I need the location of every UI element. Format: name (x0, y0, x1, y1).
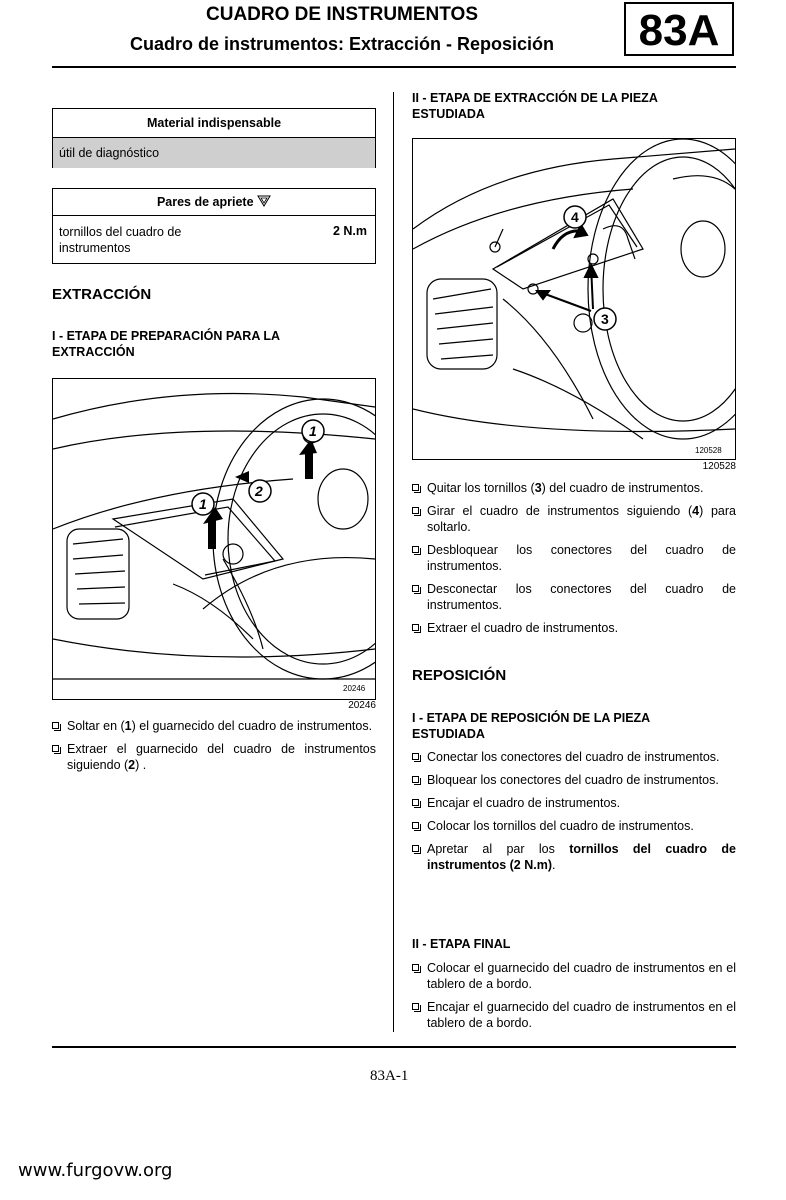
list-item: Desconectar los conectores del cuadro de instrumentos. (412, 581, 736, 613)
callout-2: 2 (255, 483, 263, 499)
column-divider (393, 92, 394, 1032)
callout-3: 3 (601, 311, 609, 327)
watermark: www.furgovw.org (18, 1160, 173, 1181)
list-item: Girar el cuadro de instrumentos siguiendo (4) para soltarlo. (412, 503, 736, 535)
material-table-item: útil de diagnóstico (53, 138, 375, 168)
final-step-title: II - ETAPA FINAL (412, 937, 511, 951)
reposition-steps-list (412, 749, 736, 880)
checkbox-bullet-icon (412, 546, 419, 553)
checkbox-bullet-icon (412, 585, 419, 592)
dashboard-trim-illustration (53, 379, 375, 699)
list-item: Conectar los conectores del cuadro de instrumentos. (412, 749, 736, 765)
final-steps-list (412, 960, 736, 1038)
checkbox-bullet-icon (412, 776, 419, 783)
figure-number: 120528 (702, 461, 736, 472)
reposition-section-title: REPOSICIÓN (412, 667, 507, 684)
torque-item-value: 2 N.m (332, 224, 367, 238)
header-rule (52, 66, 736, 68)
checkbox-bullet-icon (412, 845, 419, 852)
instrument-cluster-illustration (413, 139, 735, 459)
preparation-steps-list (52, 718, 376, 780)
list-item: Soltar en (1) el guarnecido del cuadro de instrumentos. (52, 718, 376, 734)
callout-4: 4 (571, 209, 579, 225)
checkbox-bullet-icon (412, 964, 419, 971)
page-number: 83A-1 (370, 1068, 409, 1084)
checkbox-bullet-icon (412, 1003, 419, 1010)
list-item: Extraer el cuadro de instrumentos. (412, 620, 736, 636)
torque-item-label: tornillos del cuadro de instrumentos (59, 225, 182, 255)
list-item: Apretar al par los tornillos del cuadro de instrumentos (2 N.m). (412, 841, 736, 873)
checkbox-bullet-icon (412, 799, 419, 806)
checkbox-bullet-icon (412, 822, 419, 829)
section-code-badge: 83A (624, 2, 734, 56)
list-item: Extraer el guarnecido del cuadro de instrumentos siguiendo (2) . (52, 741, 376, 773)
checkbox-bullet-icon (412, 624, 419, 631)
page-title: CUADRO DE INSTRUMENTOS (206, 4, 478, 25)
torque-table-heading (53, 189, 375, 216)
list-item: Encajar el cuadro de instrumentos. (412, 795, 736, 811)
figure-20246 (52, 378, 376, 700)
list-item: Desbloquear los conectores del cuadro de instrumentos. (412, 542, 736, 574)
checkbox-bullet-icon (52, 745, 59, 752)
page-subtitle: Cuadro de instrumentos: Extracción - Reposición (129, 34, 555, 54)
torque-table-heading-label: Pares de apriete (156, 195, 254, 209)
figure-inner-number: 120528 (695, 446, 722, 455)
list-item: Colocar el guarnecido del cuadro de instrumentos en el tablero de a bordo. (412, 960, 736, 992)
figure-number: 20246 (348, 700, 376, 711)
callout-1-lower: 1 (199, 496, 207, 512)
checkbox-bullet-icon (412, 507, 419, 514)
checkbox-bullet-icon (52, 722, 59, 729)
material-table (52, 108, 376, 168)
checkbox-bullet-icon (412, 484, 419, 491)
list-item: Quitar los tornillos (3) del cuadro de instrumentos. (412, 480, 736, 496)
checkbox-bullet-icon (412, 753, 419, 760)
figure-inner-number: 20246 (343, 684, 366, 693)
footer-rule (52, 1046, 736, 1048)
material-table-heading: Material indispensable (53, 109, 375, 138)
extraction-section-title: EXTRACCIÓN (52, 286, 152, 303)
extraction-step-title: II - ETAPA DE EXTRACCIÓN DE LA PIEZA ESTUDIADA (412, 91, 658, 121)
list-item: Colocar los tornillos del cuadro de instrumentos. (412, 818, 736, 834)
callout-1-upper: 1 (309, 423, 317, 439)
figure-120528 (412, 138, 736, 460)
list-item: Bloquear los conectores del cuadro de instrumentos. (412, 772, 736, 788)
reposition-step-title: I - ETAPA DE REPOSICIÓN DE LA PIEZA ESTUDIADA (412, 711, 650, 741)
list-item: Encajar el guarnecido del cuadro de instrumentos en el tablero de a bordo. (412, 999, 736, 1031)
extraction-steps-list (412, 480, 736, 643)
torque-triangle-icon (257, 195, 271, 207)
preparation-step-title: I - ETAPA DE PREPARACIÓN PARA LA EXTRACCIÓN (52, 329, 280, 359)
torque-table (52, 188, 376, 264)
